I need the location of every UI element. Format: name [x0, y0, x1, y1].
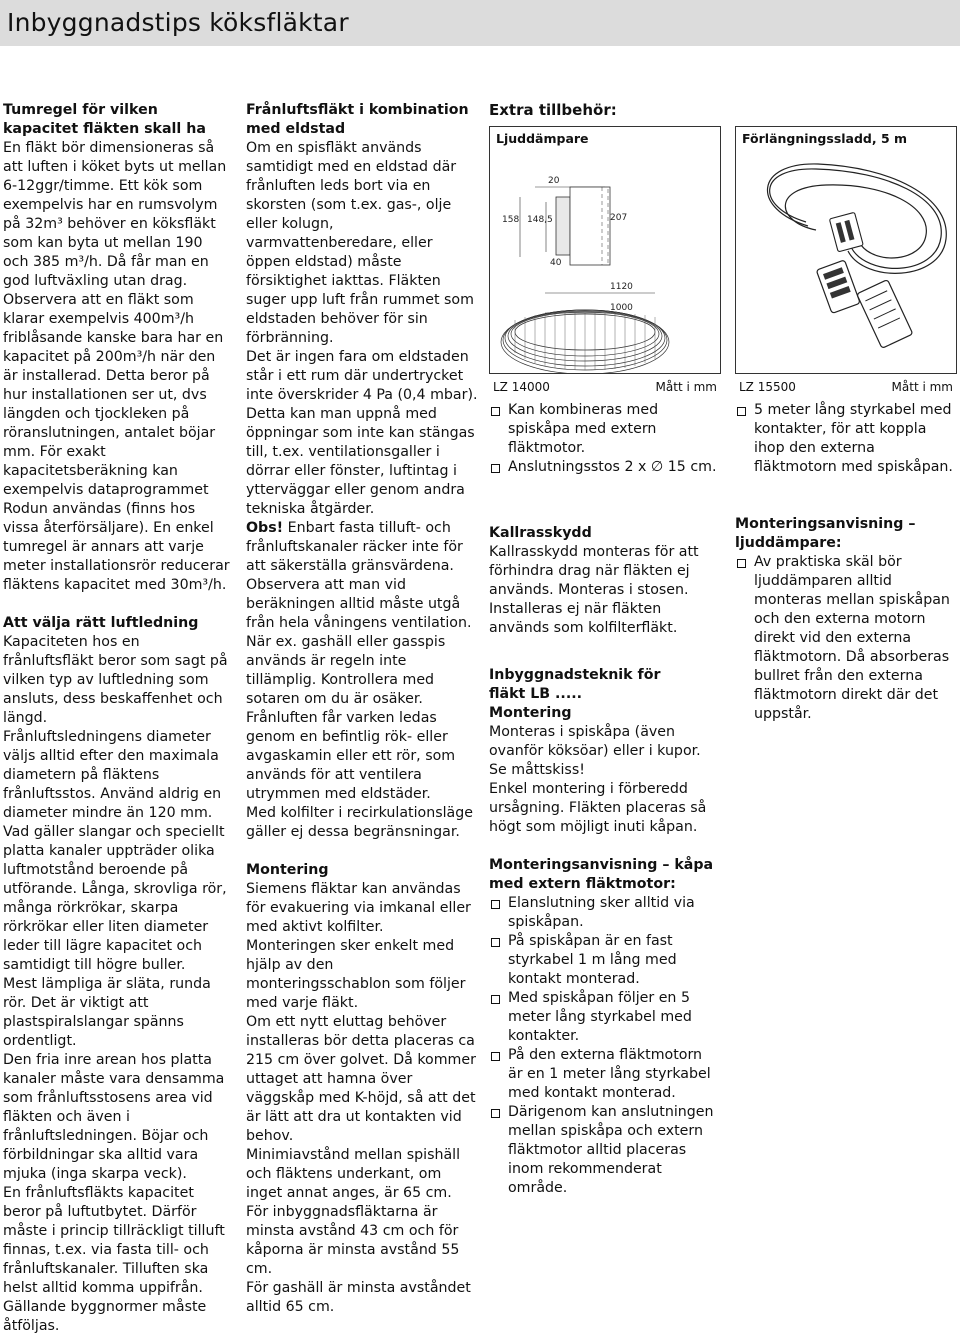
- page-title: Inbyggnadstips köksfläktar: [7, 8, 349, 37]
- dim-label: 1000: [610, 303, 633, 313]
- dim-label: 207: [610, 213, 628, 223]
- panel-silencer: [489, 126, 721, 374]
- paragraph: Enkel montering i förberedd ursågning. Fläkten placeras så högt som möjligt inuti kåpan.: [489, 781, 707, 835]
- paragraph: Observera att en fläkt som klarar exempelvis 400m³/h friblåsande kanske bara har en kapacitet på 200m³/h när den är installerad. Detta beror på hur installationen ser ut, dvs längden och tjockleken på röranslutningen, antalet böjar mm. För exakt kapacitetsberäkning kan exempelvis dataprogrammet Rodun användas (finns hos vissa återförsäljare). En enkel tumregel är annars att varje meter installationsrör reducerar fläktens kapacitet med 30m³/h.: [3, 292, 230, 593]
- list-item: Med spiskåpan följer en 5 meter lång styrkabel med kontakter.: [489, 989, 721, 1046]
- paragraph: Den fria inre arean hos platta kanaler måste vara densamma som frånluftsstosens area vid fläkten och även i frånluftsledningen. Böjar och förbildningar ska alltid vara mjuka (inga skarpa veck).: [3, 1052, 225, 1182]
- list-item: Kan kombineras med spiskåpa med extern fläktmotor.: [489, 401, 721, 458]
- obs-label: Obs!: [246, 520, 284, 536]
- model-number: LZ 14000: [493, 380, 550, 394]
- paragraph: Siemens fläktar kan användas för evakuering via imkanal eller med aktivt kolfilter.: [246, 881, 471, 935]
- column-2: [246, 101, 478, 1317]
- panel-extension-cord: [735, 126, 957, 374]
- paragraph: Kapaciteten hos en frånluftsfläkt beror som sagt på vilken typ av luftledning som ansluts, dess beskaffenhet och längd.: [3, 634, 228, 726]
- heading-choose-duct: Att välja rätt luftledning: [3, 615, 199, 631]
- panel-title: Förlängningssladd, 5 m: [742, 131, 908, 146]
- list-item: Av praktiska skäl bör ljuddämparen alltid monteras mellan spiskåpan och den externa motorn direkt vid den externa fläktmotorn. Då absorberas bullret från den externa fläktmotorn direkt där det uppstår.: [735, 553, 957, 724]
- cord-bullets: [735, 401, 957, 477]
- paragraph: Kallrasskydd monteras för att förhindra drag när fläkten ej används. Monteras i stosen. Installeras ej när fläkten används som kolfilterfläkt.: [489, 544, 699, 636]
- paragraph: Med kolfilter i recirkulationsläge gäller ej dessa begränsningar.: [246, 805, 473, 840]
- dim-label: 20: [548, 176, 560, 186]
- list-item: Elanslutning sker alltid via spiskåpan.: [489, 894, 721, 932]
- silencer-bullets: [489, 401, 721, 477]
- dim-label: 158: [502, 215, 520, 225]
- heading-fireplace: Frånluftsfläkt i kombination med eldstad: [246, 102, 469, 137]
- list-item: På spiskåpan är en fast styrkabel 1 m lång med kontakt monterad.: [489, 932, 721, 989]
- heading-rule-of-thumb: Tumregel för vilken kapacitet fläkten skall ha: [3, 102, 206, 137]
- paragraph: Det är ingen fara om eldstaden står i ett rum där undertrycket inte överskrider 4 Pa (0,4 mbar). Detta kan man uppnå med öppningar som inte kan stängas till, t.ex. ventilationsgaller i dörrar eller fönster, luftintag i ytterväggar eller genom andra tekniska åtgärder.: [246, 349, 478, 517]
- paragraph: Om en spisfläkt används samtidigt med en eldstad där frånluften leds bort via en skorsten (som t.ex. gas-, olje eller kolugn, varmvattenberedare, eller öppen eldstad) måste försiktighet iakttas. Fläkten suger upp luft från rummet som eldstaden behöver för sin förbränning.: [246, 140, 474, 346]
- panel-footer: [735, 379, 957, 395]
- model-number: LZ 15500: [739, 380, 796, 394]
- obs-text: Enbart fasta tilluft- och frånluftskanaler räcker inte för att säkerställa gränsvärdena.: [246, 520, 463, 574]
- heading-install-tech: Inbyggnadsteknik för: [489, 667, 661, 683]
- paragraph-obs: [246, 519, 478, 576]
- silencer-install-bullets: [735, 553, 957, 724]
- paragraph: En fläkt bör dimensioneras så att luften i köket byts ut mellan 6-12ggr/timme. Ett kök som exempelvis har en rumsvolym på 32m³ behöver en köksfläkt som kan byta ut mellan 190 och 385 m³/h. Då får man en god luftväxling utan drag.: [3, 140, 227, 289]
- paragraph: Mest lämpliga är släta, runda rör. Det är viktigt att plastspiralslangar spänns ordentligt.: [3, 976, 211, 1049]
- column-3: [489, 101, 721, 1198]
- paragraph: Om ett nytt eluttag behöver installeras bör detta placeras ca 215 cm över golvet. Då kommer uttaget att hamna över väggskåp med K-höjd, så att det är lätt att dra ut kontakten vid behov.: [246, 1014, 476, 1144]
- cable-drawing: [736, 127, 956, 373]
- heading-mounting: Montering: [246, 862, 329, 878]
- title-bar: [0, 0, 960, 46]
- heading-extra-accessories: Extra tillbehör:: [489, 101, 617, 119]
- list-item: Därigenom kan anslutningen mellan spiskåpa och extern fläktmotor alltid placeras inom rekommenderat område.: [489, 1103, 721, 1198]
- silencer-drawing: [490, 127, 720, 373]
- paragraph: Frånluften får varken ledas genom en befintlig rök- eller avgaskamin eller ett rör, som används för att ventilera utrymmen med eldstäder.: [246, 710, 456, 802]
- heading-silencer-install: Monteringsanvisning – ljuddämpare:: [735, 516, 916, 551]
- list-item: 5 meter lång styrkabel med kontakter, för att koppla ihop den externa fläktmotorn med spiskåpan.: [735, 401, 957, 477]
- dim-label: 148,5: [527, 215, 553, 225]
- column-1: [3, 101, 231, 1336]
- list-item: Anslutningsstos 2 x ∅ 15 cm.: [489, 458, 721, 477]
- panel-title: Ljuddämpare: [496, 131, 589, 146]
- dim-label: 1120: [610, 282, 633, 292]
- paragraph: En frånluftsfläkts kapacitet beror på luftutbytet. Därför måste i princip tillräckligt tilluft finnas, t.ex. via fasta till- och frånluftskanaler. Tilluften ska helst alltid komma uppifrån. Gällande byggnormer måste åtföljas.: [3, 1185, 225, 1334]
- panel-footer: [489, 379, 721, 395]
- list-item: På den externa fläktmotorn är en 1 meter lång styrkabel med kontakt monterad.: [489, 1046, 721, 1103]
- unit-label: Mått i mm: [655, 380, 717, 394]
- unit-label: Mått i mm: [891, 380, 953, 394]
- dim-label: 40: [550, 258, 562, 268]
- paragraph: För gashäll är minsta avståndet alltid 65 cm.: [246, 1280, 471, 1315]
- paragraph: Minimiavstånd mellan spishäll och fläktens underkant, om inget annat anges, är 65 cm. För inbyggnadsfläktarna är minsta avstånd 43 cm och för kåporna är minsta avstånd 55 cm.: [246, 1147, 461, 1277]
- heading-mounting-external: Monteringsanvisning – kåpa med extern fläktmotor:: [489, 857, 714, 892]
- heading-install-tech-2: fläkt LB .....: [489, 686, 582, 702]
- heading-cold-draught: Kallrasskydd: [489, 525, 592, 541]
- paragraph: Frånluftsledningens diameter väljs alltid efter den maximala diametern på fläktens frånluftsstos. Använd aldrig en diameter mindre än 120 mm.: [3, 729, 222, 821]
- paragraph: Vad gäller slangar och speciellt platta kanaler uppträder olika luftmotstånd beroende på utförande. Långa, skrovliga rör, många rörkrökar, skarpa rörkrökar eller liten diameter leder till lägre kapacitet och samtidigt till högre buller.: [3, 824, 227, 973]
- paragraph: Monteringen sker enkelt med hjälp av den monteringsschablon som följer med varje fläkt.: [246, 938, 466, 1011]
- column-4: [735, 101, 957, 724]
- paragraph: Monteras i spiskåpa (även ovanför köksöar) eller i kupor. Se måttskiss!: [489, 724, 701, 778]
- heading-mounting-2: Montering: [489, 705, 572, 721]
- external-motor-bullets: [489, 894, 721, 1198]
- paragraph: Observera att man vid beräkningen alltid måste utgå från hela våningens ventilation. När ex. gashäll eller gasspis används är regeln inte tillämplig. Kontrollera med sotaren om du är osäker.: [246, 577, 472, 707]
